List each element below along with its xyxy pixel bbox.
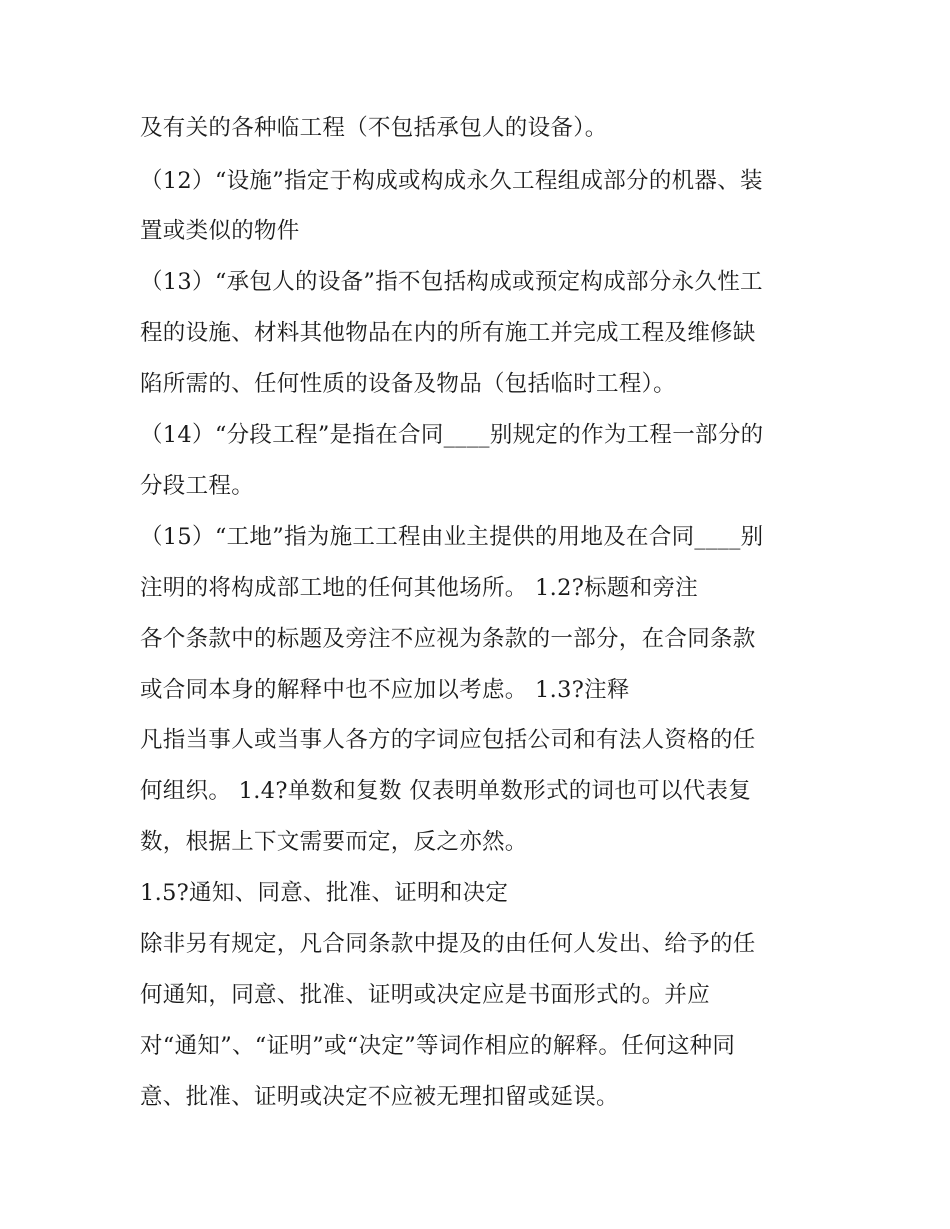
text-line: 1.5?通知、同意、批准、证明和决定	[140, 880, 509, 906]
text-line: 何组织。 1.4?单数和复数 仅表明单数形式的词也可以代表复	[140, 778, 752, 804]
text-line: 或合同本身的解释中也不应加以考虑。 1.3?注释	[140, 677, 630, 703]
text-line: 除非另有规定，凡合同条款中提及的由任何人发出、给予的任	[140, 931, 756, 957]
text-line: （12）“设施”指定于构成或构成永久工程组成部分的机器、装	[140, 168, 763, 194]
text-line: 分段工程。	[140, 473, 255, 499]
text-line: 及有关的各种临工程（不包括承包人的设备）。	[140, 115, 608, 141]
text-line: 对“通知”、“证明”或“决定”等词作相应的解释。任何这种同	[140, 1033, 736, 1059]
text-line: 注明的将构成部工地的任何其他场所。 1.2?标题和旁注	[140, 575, 699, 601]
text-line: （13）“承包人的设备”指不包括构成或预定构成部分永久性工	[140, 269, 763, 295]
text-line: 何通知，同意、批准、证明或决定应是书面形式的。并应	[140, 982, 711, 1008]
text-line: 程的设施、材料其他物品在内的所有施工并完成工程及维修缺	[140, 320, 756, 346]
text-line: 凡指当事人或当事人各方的字词应包括公司和有法人资格的任	[140, 727, 756, 753]
text-line: 陷所需的、任何性质的设备及物品（包括临时工程）。	[140, 371, 676, 397]
text-line: 意、批准、证明或决定不应被无理扣留或延误。	[140, 1084, 619, 1110]
text-line: （15）“工地”指为施工工程由业主提供的用地及在合同____别	[140, 524, 764, 550]
text-line: 各个条款中的标题及旁注不应视为条款的一部分，在合同条款	[140, 626, 756, 652]
text-line: 置或类似的物件	[140, 218, 300, 244]
text-line: 数，根据上下文需要而定，反之亦然。	[140, 829, 528, 855]
text-line: （14）“分段工程”是指在合同____别规定的作为工程一部分的	[140, 422, 764, 448]
